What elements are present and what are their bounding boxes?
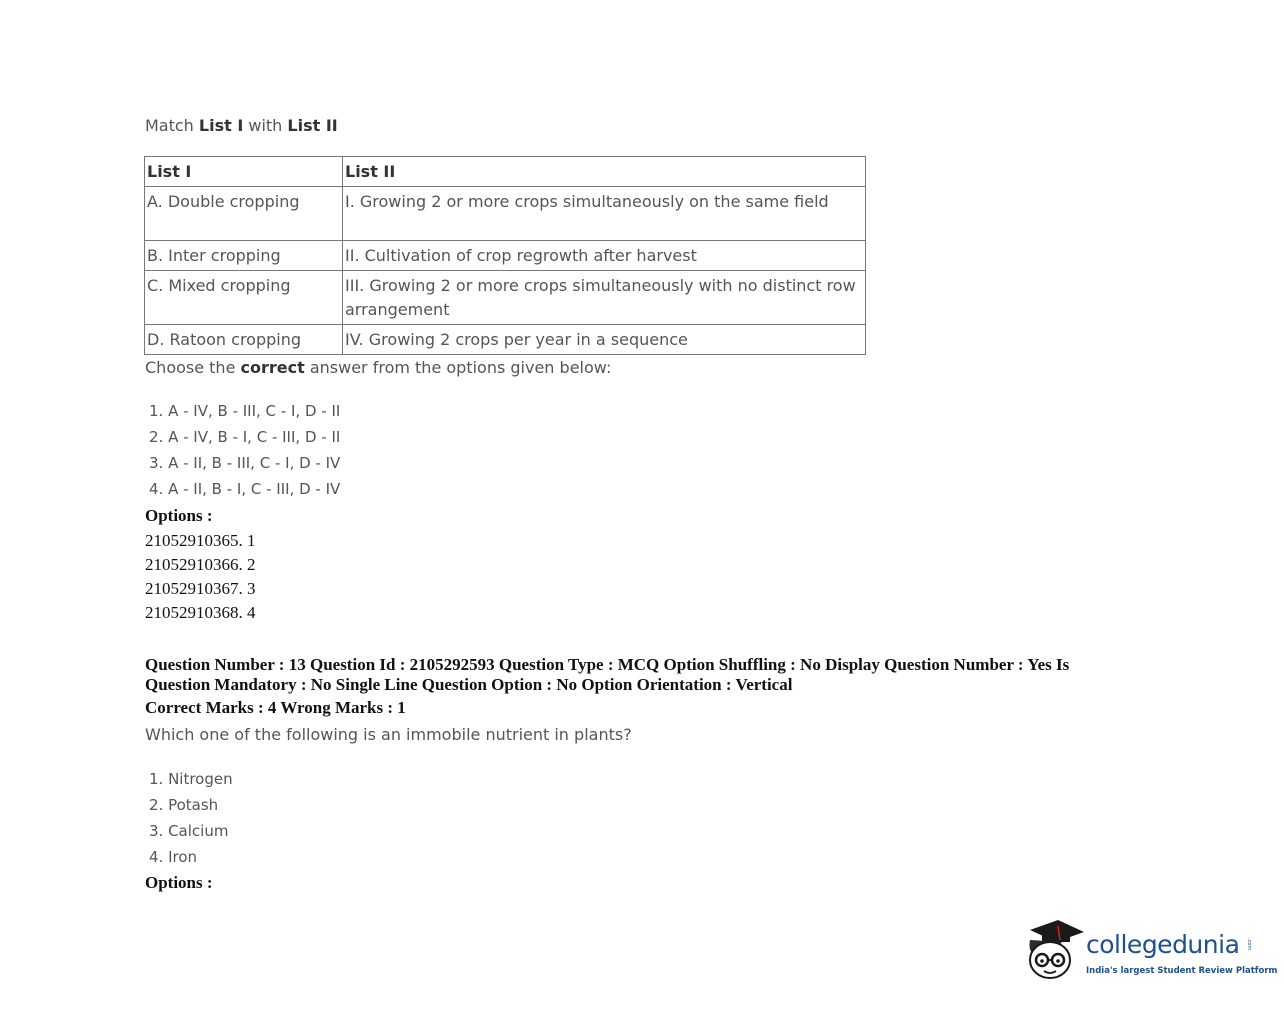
list-item: 21052910365. 1 [145, 531, 256, 550]
question-1-intro [145, 116, 338, 135]
question-1-options-label: Options : [145, 506, 213, 525]
table-header-list2: List II [343, 157, 866, 187]
table-cell: A. Double cropping [145, 187, 343, 241]
choose-suffix: answer from the options given below: [304, 358, 612, 377]
table-cell: B. Inter cropping [145, 241, 343, 271]
choose-prefix: Choose the [145, 358, 241, 377]
list-item: 4. A - II, B - I, C - III, D - IV [149, 480, 341, 498]
question-1-answer-list [149, 398, 340, 502]
table-cell: D. Ratoon cropping [145, 325, 343, 355]
table-cell: C. Mixed cropping [145, 271, 343, 325]
question-1-option-ids [145, 529, 256, 625]
choose-instruction [145, 358, 611, 377]
table-row [145, 325, 866, 355]
list-item: 2. Potash [149, 796, 219, 814]
question-2-meta: Question Number : 13 Question Id : 2105292593 Question Type : MCQ Option Shuffling : No Display Question Number : Yes Is Question Mandatory : No Single Line Question Option : No Option Orientation : Vertical [145, 655, 1070, 694]
question-2-text: Which one of the following is an immobile nutrient in plants? [145, 725, 632, 744]
question-2-answer-list [149, 766, 233, 870]
table-cell: III. Growing 2 or more crops simultaneously with no distinct row arrangement [343, 271, 866, 325]
list-item: 21052910366. 2 [145, 555, 256, 574]
list-item: 3. Calcium [149, 822, 229, 840]
logo-tagline: India's largest Student Review Platform [1086, 966, 1278, 976]
question-2-options-label: Options : [145, 873, 213, 892]
choose-bold: correct [240, 358, 305, 377]
question-2-marks: Correct Marks : 4 Wrong Marks : 1 [145, 698, 406, 717]
table-header-list1: List I [145, 157, 343, 187]
list-item: 1. Nitrogen [149, 770, 233, 788]
list-item: 1. A - IV, B - III, C - I, D - II [149, 402, 341, 420]
table-cell: I. Growing 2 or more crops simultaneously on the same field [343, 187, 866, 241]
table-row [145, 271, 866, 325]
logo-domain-suffix: .com [1246, 938, 1252, 951]
intro-prefix: Match [145, 116, 199, 135]
table-row [145, 187, 866, 241]
match-table [144, 156, 866, 355]
table-header-row [145, 157, 866, 187]
intro-list1: List I [198, 116, 244, 135]
list-item: 2. A - IV, B - I, C - III, D - II [149, 428, 341, 446]
table-cell: IV. Growing 2 crops per year in a sequence [343, 325, 866, 355]
list-item: 3. A - II, B - III, C - I, D - IV [149, 454, 341, 472]
table-row [145, 241, 866, 271]
logo-wordmark: collegedunia [1086, 930, 1240, 959]
intro-list2: List II [287, 116, 338, 135]
graduate-mascot-icon [1022, 916, 1086, 988]
intro-middle: with [243, 116, 288, 135]
table-cell: II. Cultivation of crop regrowth after harvest [343, 241, 866, 271]
list-item: 21052910368. 4 [145, 603, 256, 622]
collegedunia-logo [1022, 916, 1278, 988]
list-item: 21052910367. 3 [145, 579, 256, 598]
list-item: 4. Iron [149, 848, 198, 866]
